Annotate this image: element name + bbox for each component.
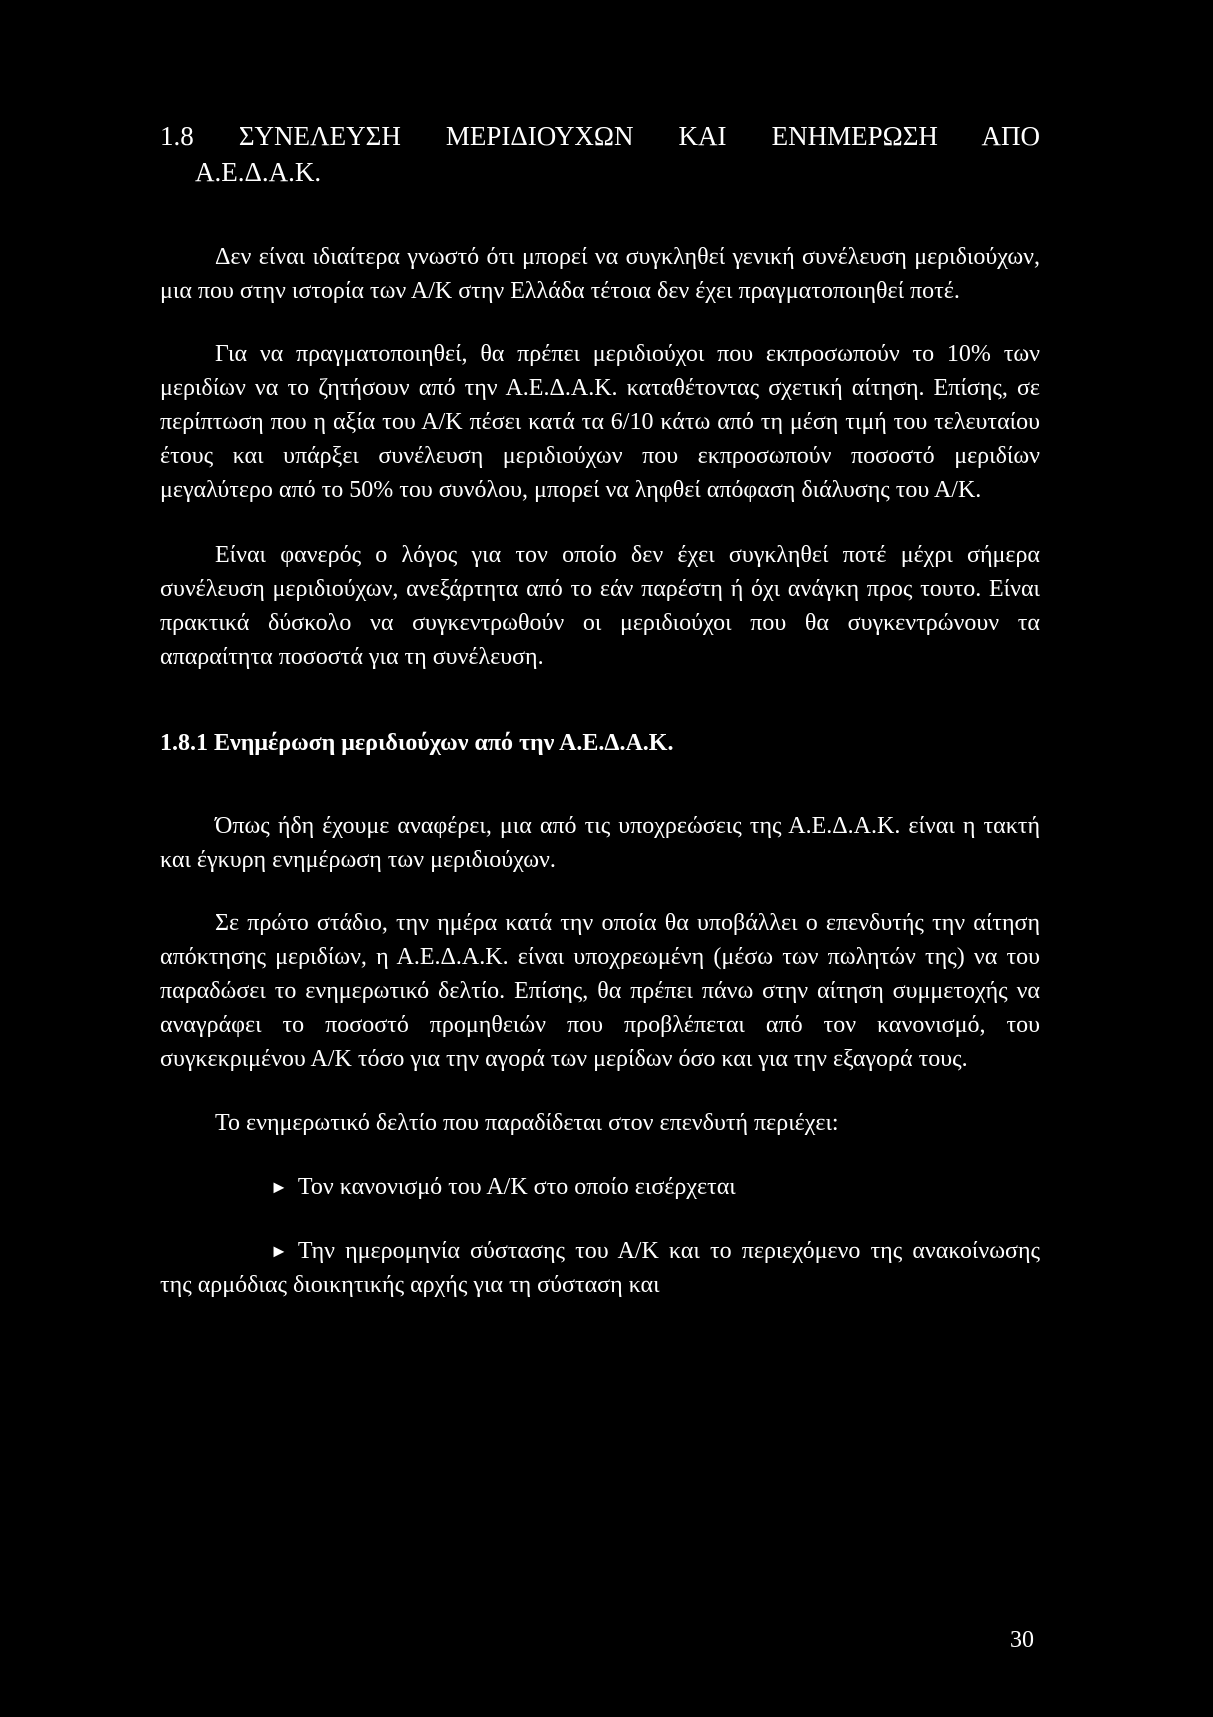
bullet-item-text: Την ημερομηνία σύστασης του Α/Κ και το περιεχόμενο της ανακοίνωσης της αρμόδιας διοικητικής αρχής για τη σύσταση και bbox=[160, 1238, 1040, 1298]
paragraph-information-obligation: Όπως ήδη έχουμε αναφέρει, μια από τις υποχρεώσεις της Α.Ε.Δ.Α.Κ. είναι η τακτή και έγκυρη ενημέρωση των μεριδιούχων. bbox=[160, 813, 1040, 873]
page-number: 30 bbox=[1010, 1627, 1034, 1653]
paragraph-general-assembly: Δεν είναι ιδιαίτερα γνωστό ότι μπορεί να συγκληθεί γενική συνέλευση μεριδιούχων, μια που στην ιστορία των Α/Κ στην Ελλάδα τέτοια δεν έχει πραγματοποιηθεί ποτέ. bbox=[160, 244, 1040, 304]
section-heading: 1.8 ΣΥΝΕΛΕΥΣΗ ΜΕΡΙΔΙΟΥΧΩΝ ΚΑΙ ΕΝΗΜΕΡΩΣΗ ΑΠΟ bbox=[160, 121, 1040, 151]
triangle-bullet-icon: ► bbox=[270, 1177, 288, 1197]
paragraph-prospectus-delivery: Σε πρώτο στάδιο, την ημέρα κατά την οποία θα υποβάλλει ο επενδυτής την αίτηση απόκτησης μεριδίων, η Α.Ε.Δ.Α.Κ. είναι υποχρεωμένη (μέσω των πωλητών της) να του παραδώσει το ενημερωτικό δελτίο. Επίσης, θα πρέπει πάνω στην αίτηση συμμετοχής να αναγράφει το ποσοστό προμηθειών που προβλέπεται από τον κανονισμό, του συγκεκριμένου Α/Κ τόσο για την αγορά των μερίδων όσο και για την εξαγορά τους. bbox=[160, 910, 1040, 1072]
subsection-heading: 1.8.1 Ενημέρωση μεριδιούχων από την Α.Ε.Δ.Α.Κ. bbox=[160, 730, 674, 756]
bullet-item bbox=[160, 1234, 1040, 1302]
document-body bbox=[160, 118, 1040, 1302]
bullet-item-text: Τον κανονισμό του Α/Κ στο οποίο εισέρχεται bbox=[297, 1174, 736, 1200]
section-heading-continuation: Α.Ε.Δ.Α.Κ. bbox=[195, 157, 322, 187]
bullet-item bbox=[160, 1170, 1040, 1204]
triangle-bullet-icon: ► bbox=[270, 1241, 288, 1261]
paragraph-prospectus-contents: Το ενημερωτικό δελτίο που παραδίδεται στον επενδυτή περιέχει: bbox=[215, 1110, 839, 1136]
paragraph-never-convened: Είναι φανερός ο λόγος για τον οποίο δεν έχει συγκληθεί ποτέ μέχρι σήμερα συνέλευση μεριδιούχων, ανεξάρτητα από το εάν παρέστη ή όχι ανάγκη προς τουτο. Είναι πρακτικά δύσκολο να συγκεντρωθούν οι μεριδιούχοι που θα συγκεντρώνουν τα απαραίτητα ποσοστά για τη συνέλευση. bbox=[160, 542, 1040, 670]
paragraph-convening-conditions: Για να πραγματοποιηθεί, θα πρέπει μεριδιούχοι που εκπροσωπούν το 10% των μεριδίων να το ζητήσουν από την Α.Ε.Δ.Α.Κ. καταθέτοντας σχετική αίτηση. Επίσης, σε περίπτωση που η αξία του Α/Κ πέσει κατά τα 6/10 κάτω από τη μέση τιμή του τελευταίου έτους και υπάρξει συνέλευση μεριδιούχων που εκπροσωπούν ποσοστό μεριδίων μεγαλύτερο από το 50% του συνόλου, μπορεί να ληφθεί απόφαση διάλυσης του Α/Κ. bbox=[160, 341, 1040, 503]
